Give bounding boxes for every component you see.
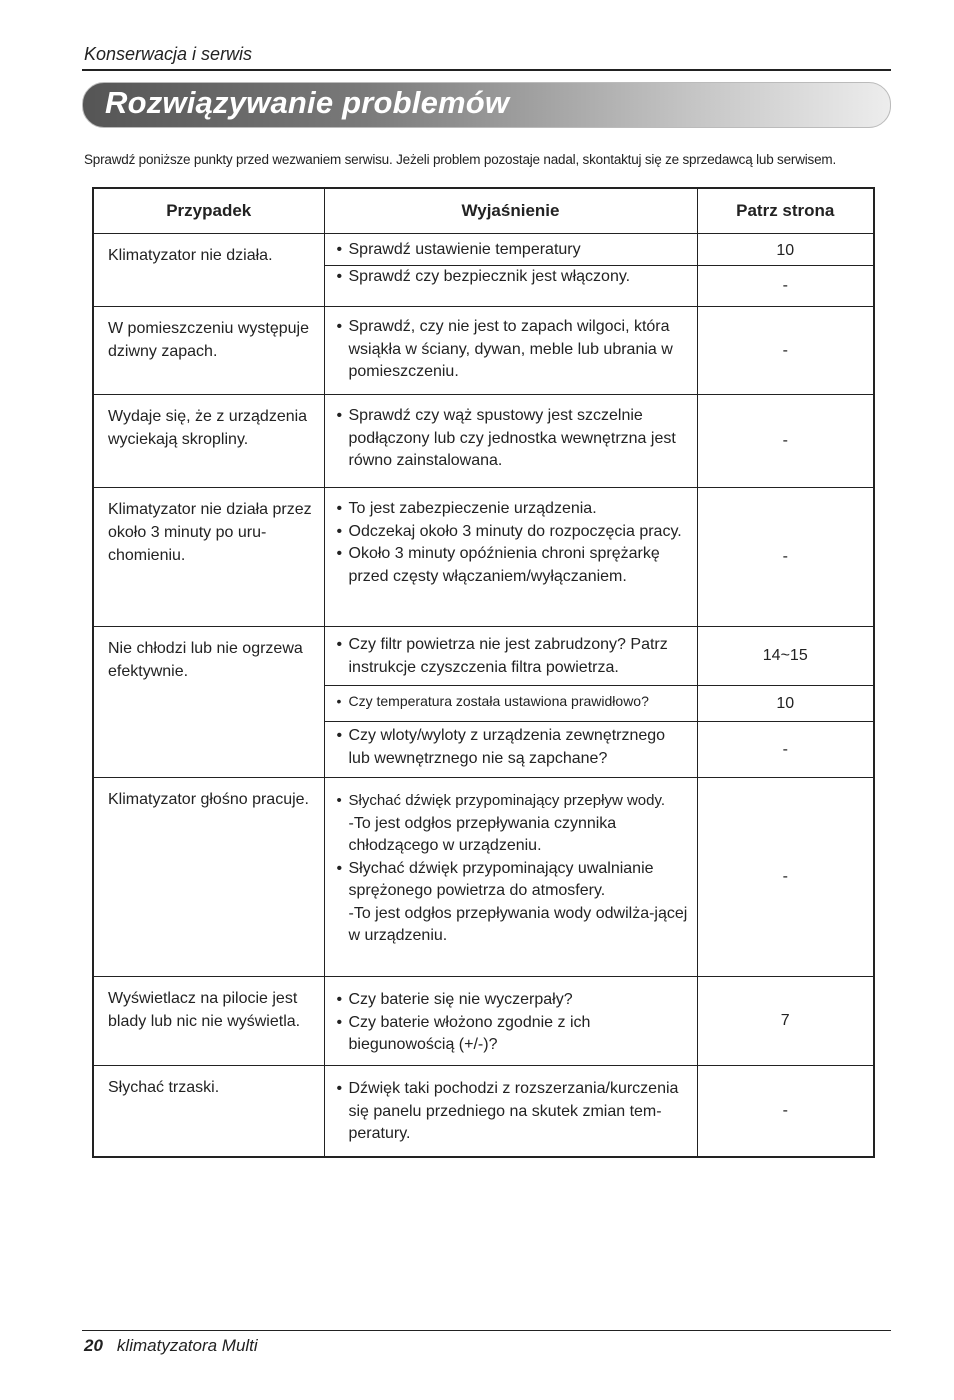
list-subitem: -To jest odgłos przepływania czynnika chłodzącego w urządzeniu.: [348, 814, 617, 854]
page-cell: -: [697, 1066, 874, 1158]
case-cell: Wydaje się, że z urządzenia wyciekają skropliny.: [93, 395, 324, 488]
list-item: • Czy temperatura została ustawiona prawidłowo?: [337, 690, 689, 713]
case-cell: Słychać trzaski.: [93, 1066, 324, 1158]
explanation-cell: [324, 307, 697, 395]
explanation-cell: [324, 778, 697, 977]
header-explanation: Wyjaśnienie: [324, 188, 697, 234]
table-row: [93, 307, 874, 395]
footer-product: klimatyzatora Multi: [116, 1336, 258, 1355]
footer: [84, 1336, 258, 1356]
table-row: [93, 627, 874, 686]
page-cell: -: [697, 307, 874, 395]
table-row: [93, 234, 874, 266]
page-cell: -: [697, 778, 874, 977]
list-item: • Słychać dźwięk przypominający uwalnianie sprężonego powietrza do atmosfery.: [337, 858, 689, 903]
explanation-cell: [324, 627, 697, 686]
table-row: [93, 1066, 874, 1158]
page-cell: -: [697, 395, 874, 488]
table-header-row: [93, 188, 874, 234]
page-cell: -: [697, 265, 874, 306]
table-row: [93, 778, 874, 977]
page-cell: -: [697, 488, 874, 627]
troubleshooting-table: [92, 187, 875, 1158]
list-item: • Sprawdź czy bezpiecznik jest włączony.: [337, 266, 689, 289]
title-banner: [82, 82, 891, 128]
page-cell: 14~15: [697, 627, 874, 686]
explanation-cell: [324, 1066, 697, 1158]
table-row: [93, 488, 874, 627]
explanation-cell: [324, 977, 697, 1066]
page-cell: 10: [697, 234, 874, 266]
case-cell: Klimatyzator nie działa przez około 3 minuty po uru-chomieniu.: [93, 488, 324, 627]
page-cell: 10: [697, 686, 874, 722]
page-cell: 7: [697, 977, 874, 1066]
table-row: [93, 977, 874, 1066]
page-title: Rozwiązywanie problemów: [105, 85, 510, 120]
section-label: Konserwacja i serwis: [84, 44, 253, 64]
list-item: • Czy baterie włożono zgodnie z ich biegunowością (+/-)?: [337, 1012, 689, 1057]
list-item: • Dźwięk taki pochodzi z rozszerzania/kurczenia się panelu przedniego na skutek zmian tem-peratury.: [337, 1078, 689, 1146]
list-item: • Około 3 minuty opóźnienia chroni sprężarkę przed częsty włączaniem/wyłączaniem.: [337, 543, 689, 588]
case-cell: Wyświetlacz na pilocie jest blady lub nic nie wyświetla.: [93, 977, 324, 1066]
list-item: • Słychać dźwięk przypominający przepływ wody.: [337, 790, 689, 813]
list-item: • Sprawdź czy wąż spustowy jest szczelnie podłączony lub czy jednostka wewnętrzna jest równo zainstalowana.: [337, 405, 689, 473]
header-case: Przypadek: [93, 188, 324, 234]
list-item: • Sprawdź ustawienie temperatury: [337, 239, 689, 262]
list-item: • Czy wloty/wyloty z urządzenia zewnętrznego lub wewnętrznego nie są zapchane?: [337, 725, 689, 770]
page-cell: -: [697, 722, 874, 778]
page-number: 20: [84, 1336, 103, 1355]
list-item: • Czy baterie się nie wyczerpały?: [337, 989, 689, 1012]
case-cell: Klimatyzator nie działa.: [93, 234, 324, 307]
intro-text: Sprawdź poniższe punkty przed wezwaniem serwisu. Jeżeli problem pozostaje nadal, skontaktuj się ze sprzedawcą lub serwisem.: [84, 152, 837, 167]
list-item: • Czy filtr powietrza nie jest zabrudzony? Patrz instrukcje czyszczenia filtra powietrza.: [337, 634, 689, 679]
footer-rule: [82, 1330, 891, 1331]
explanation-cell: [324, 265, 697, 306]
header-page: Patrz strona: [697, 188, 874, 234]
list-item: • Odczekaj około 3 minuty do rozpoczęcia pracy.: [337, 521, 689, 544]
case-cell: W pomieszczeniu występuje dziwny zapach.: [93, 307, 324, 395]
header-rule: [82, 69, 891, 71]
explanation-cell: [324, 686, 697, 722]
list-item: • Sprawdź, czy nie jest to zapach wilgoci, która wsiąkła w ściany, dywan, meble lub ubrania w pomieszczeniu.: [337, 316, 689, 384]
case-cell: Nie chłodzi lub nie ogrzewa efektywnie.: [93, 627, 324, 778]
explanation-cell: [324, 395, 697, 488]
case-cell: Klimatyzator głośno pracuje.: [93, 778, 324, 977]
explanation-cell: [324, 722, 697, 778]
list-subitem: -To jest odgłos przepływania wody odwilża-jącej w urządzeniu.: [348, 904, 688, 944]
table-row: [93, 395, 874, 488]
explanation-cell: [324, 488, 697, 627]
list-item: • To jest zabezpieczenie urządzenia.: [337, 498, 689, 521]
explanation-cell: [324, 234, 697, 266]
